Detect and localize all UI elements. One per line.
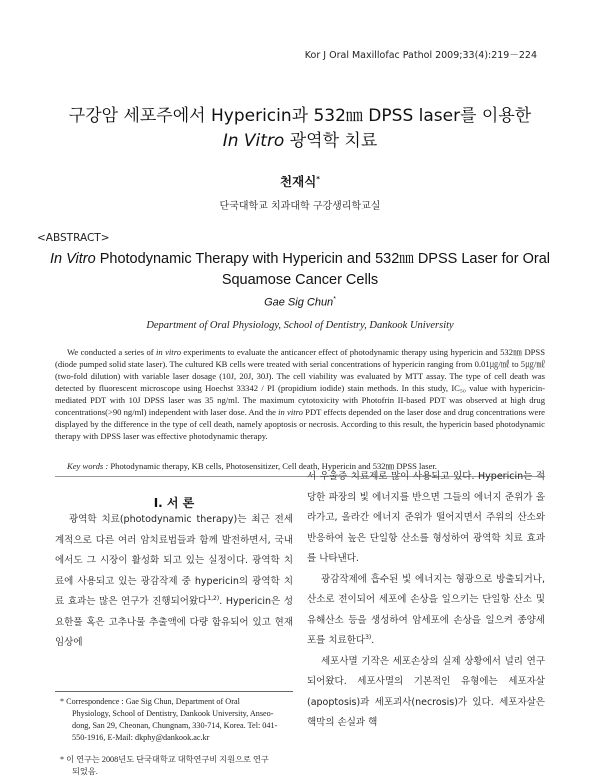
korean-title-line1: 구강암 세포주에서 Hypericin과 532㎚ DPSS laser를 이용한	[68, 106, 532, 126]
abstract-label: <ABSTRACT>	[37, 232, 110, 244]
korean-affiliation: 단국대학교 치과대학 구강생리학교실	[219, 201, 381, 212]
section-heading-introduction: Ⅰ. 서 론	[153, 496, 195, 510]
korean-author-name: 천재식	[280, 174, 317, 189]
intro-text-b: . Hypericin은 성요한풀 혹은 고추나물 추출액에 다량 함유되어 있고 현재 임상에	[55, 596, 293, 648]
english-affiliation: Department of Oral Physiology, School of Dentistry, Dankook University	[146, 320, 454, 331]
korean-title	[0, 104, 600, 154]
correspondence-first-line: * Correspondence : Gae Sig Chun, Department of Oral	[60, 697, 240, 706]
korean-title-line2	[0, 129, 600, 154]
abstract-text-3: PDT effects depended on the laser dose and drug concentrations were displayed by the difference in the type of cell death, namely apoptosis or necrosis. According to this result, the hypericin based photodynamic therapy with DPSS laser was effective photodynamic therapy.	[55, 407, 545, 441]
funding-first-line: * 이 연구는 2008년도 단국대학교 대학연구비 지원으로 연구	[60, 755, 269, 764]
correspondence-footnote	[60, 696, 290, 744]
right-paragraph-2	[307, 570, 545, 652]
funding-footnote	[60, 754, 290, 778]
right-paragraph-3: 세포사멸 기작은 세포손상의 실제 상황에서 널리 연구되어왔다. 세포사멸의 기본적인 유형에는 세포자살(apoptosis)과 세포괴사(necrosis)가 있다. 세포자살은 핵막의 손실과 핵	[307, 655, 545, 728]
journal-citation: Kor J Oral Maxillofac Pathol 2009;33(4):219－224	[304, 50, 537, 61]
right-paragraph-1: 서 우울증 치료제로 많이 사용되고 있다. Hypericin는 적당한 파장의 빛 에너지를 반으면 그들의 에너지 준위가 올라가고, 올라간 에너지 준위가 떨어지면서 주위의 산소와 반응하여 높은 단일항 산소를 형성하여 광역학 치료 효과를 나타낸다.	[307, 471, 545, 564]
abstract-italic-2: in vitro	[278, 407, 303, 417]
right-paragraph-2-text: 광감작제에 흡수된 빛 에너지는 형광으로 방출되거나, 산소로 전이되어 세포에 손상을 일으키는 단일항 산소 및 유해산소 등을 생성하여 암세포에 손상을 일으켜 종양세포를 치료한다	[307, 573, 545, 646]
keywords-text: Photodynamic therapy, KB cells, Photosensitizer, Cell death, Hypericin and 532㎚ DPSS laser.	[108, 461, 437, 471]
english-author-mark: *	[333, 296, 336, 303]
korean-author-mark: *	[316, 174, 320, 183]
citation-ref: 1,2)	[207, 594, 220, 602]
citation-ref: 3)	[365, 633, 372, 641]
keywords-label: Key words :	[67, 461, 109, 471]
right-paragraph-2-end: .	[371, 635, 375, 646]
korean-title-italic: In Vitro	[222, 131, 285, 151]
english-title-italic: In Vitro	[50, 251, 96, 267]
funding-continuation: 되었음.	[72, 767, 98, 776]
english-title-rest: Photodynamic Therapy with Hypericin and 532㎚ DPSS Laser for Oral Squamose Cancer Cells	[95, 251, 550, 288]
correspondence-details: Physiology, School of Dentistry, Dankook University, Anseo-dong, San 29, Cheonan, Chungnam, 330-714, Korea. Tel: 041-550-1916, E-Mail: dkphy@dankook.ac.kr	[72, 709, 278, 742]
korean-title-line2-rest: 광역학 치료	[284, 131, 378, 151]
footnote-divider	[55, 691, 293, 692]
korean-author	[0, 172, 600, 190]
abstract-body	[55, 346, 545, 442]
abstract-text-2: experiments to evaluate the anticancer effect of photodynamic therapy using hypericin and 532㎚ DPSS (diode pumped solid state laser). The cultured KB cells were treated with serial concentrations of hypericin ranging from 0.01㎍/㎖ to 5㎍/㎖ (two-fold dilution) with variable laser dosage (10J, 20J, 30J). The cell viability was evaluated by MTT assay. The type of cell death was detected by fluorescent microscope using Hoechst 33342 / PI (propidium iodide) stain methods. In this study, IC₅₀ value with hypericin-mediated PDT with 10J DPSS laser was 35 ng/ml. The maximum cytotoxicity with Photofrin II-based PDT was observed at high drug concentrations(>90 ng/ml) independent with laser dose. And the	[55, 347, 545, 417]
abstract-text-1: We conducted a series of	[67, 347, 157, 357]
left-column	[55, 510, 293, 654]
abstract-italic-1: in vitro	[156, 347, 182, 357]
intro-text-a: 광역학 치료(photodynamic therapy)는 최근 전세계적으로 다른 여러 암치료법들과 함께 발전하면서, 국내에서도 그 시장이 활성화 되고 있는 실정이다. 광역학 치료에 사용되고 있는 광감작제 중 hypericin의 광역학 치료 효과는 많은 연구가 진행되어왔다	[55, 514, 293, 607]
english-author-name: Gae Sig Chun	[264, 296, 334, 309]
english-title	[20, 249, 580, 291]
right-column	[307, 467, 545, 734]
english-author	[0, 296, 600, 309]
intro-paragraph	[55, 510, 293, 654]
